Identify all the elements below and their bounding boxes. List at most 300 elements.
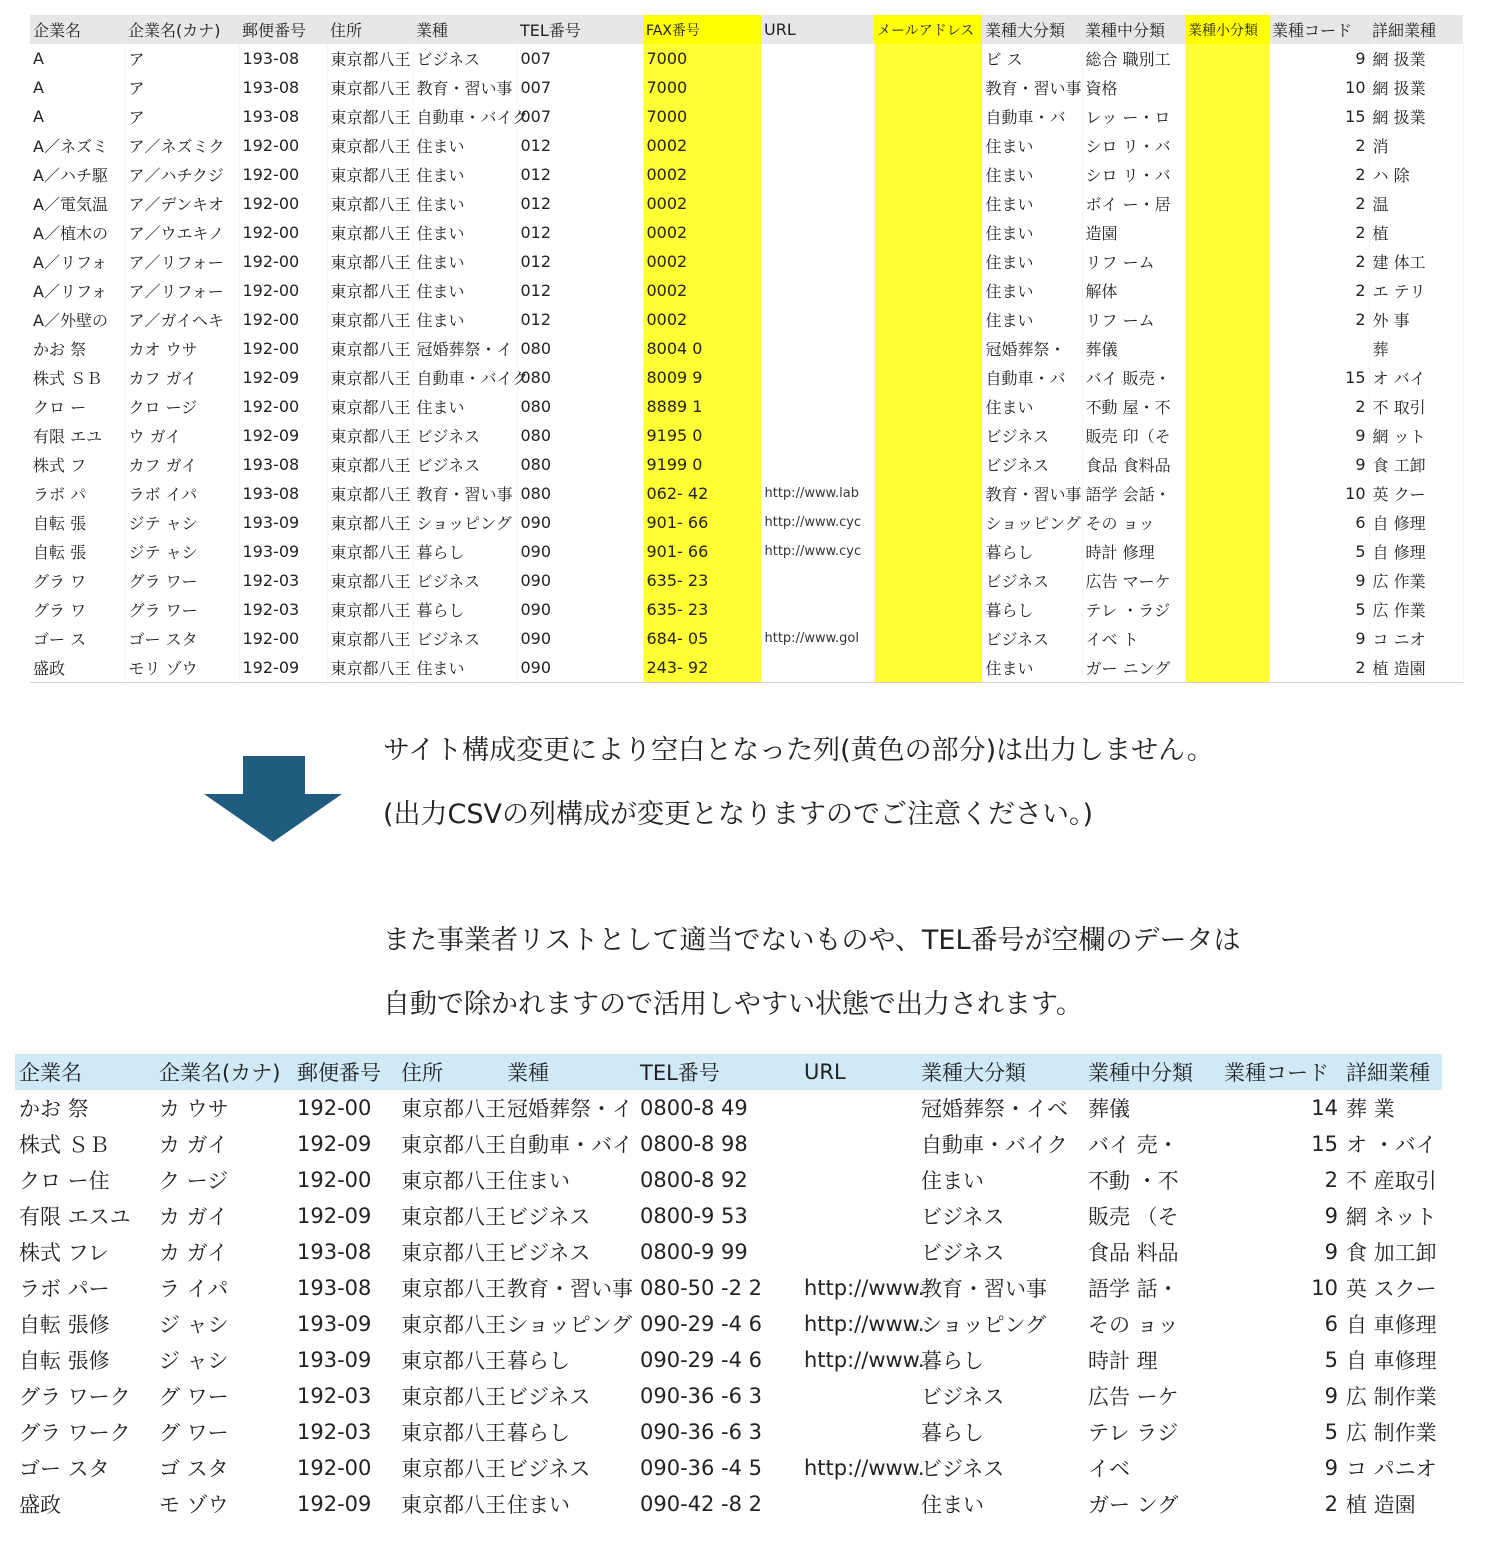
table-row <box>30 247 1463 276</box>
table-cell: 不動 ・不 <box>1088 1169 1179 1193</box>
table-cell <box>761 131 874 160</box>
table-cell: 住まい <box>507 1493 570 1517</box>
table-cell: 0002 <box>643 247 761 276</box>
table-cell: 東京都八王 <box>401 1421 506 1445</box>
column-header: 業種コード <box>1220 1054 1342 1090</box>
table-cell: 東京都八王 <box>327 392 413 421</box>
table-cell <box>874 102 982 131</box>
table-cell <box>874 44 982 73</box>
table-cell <box>1185 508 1269 537</box>
table-cell: 有限 エスユ <box>19 1205 131 1229</box>
table-cell: 東京都八王 <box>327 508 413 537</box>
table-cell: 192-00 <box>239 160 327 189</box>
table-row <box>15 1270 1442 1306</box>
table-cell: 有限 エユ <box>30 421 125 450</box>
after-table <box>15 1054 1442 1522</box>
table-cell: シロ リ・バ <box>1082 131 1185 160</box>
table-cell: 7000 <box>643 73 761 102</box>
column-header: 業種 <box>503 1054 636 1090</box>
table-cell: 自動車・バイク <box>921 1133 1068 1157</box>
table-cell: 自動車・バイ <box>507 1133 633 1157</box>
table-cell: 9199 0 <box>643 450 761 479</box>
table-cell: バイ 販売・ <box>1082 363 1185 392</box>
column-header: 業種 <box>413 15 517 44</box>
table-cell: 2 <box>1269 653 1369 683</box>
table-cell: グラ ワー <box>125 595 239 624</box>
table-cell: ア／デンキオ <box>125 189 239 218</box>
table-cell: 6 <box>1324 1312 1338 1336</box>
table-cell: グラ ワーク <box>19 1385 131 1409</box>
table-cell <box>1185 537 1269 566</box>
column-header: 詳細業種 <box>1369 15 1463 44</box>
table-row <box>15 1234 1442 1270</box>
table-cell: 販売 印（そ <box>1082 421 1185 450</box>
table-cell: 0800-8 92 <box>640 1168 748 1192</box>
table-row <box>30 44 1463 73</box>
table-cell: ア <box>125 73 239 102</box>
table-cell <box>1185 218 1269 247</box>
table-cell: 080 <box>517 421 643 450</box>
table-cell: 網 扱業 <box>1369 44 1463 73</box>
table-cell: モリ ゾウ <box>125 653 239 683</box>
table-cell <box>874 334 982 363</box>
table-cell: 007 <box>517 44 643 73</box>
table-cell: 東京都八王 <box>327 73 413 102</box>
table-cell <box>874 131 982 160</box>
table-cell: ビジネス <box>982 450 1082 479</box>
table-cell: 10 <box>1269 479 1369 508</box>
table-cell: 15 <box>1311 1132 1338 1156</box>
table-cell: A／電気温 <box>30 189 125 218</box>
table-cell: 販売 （そ <box>1088 1205 1179 1229</box>
table-cell: 2 <box>1269 392 1369 421</box>
table-cell: 193-08 <box>297 1240 372 1264</box>
table-cell: 東京都八王 <box>327 537 413 566</box>
table-cell: 0800-9 53 <box>640 1204 748 1228</box>
table-cell <box>874 218 982 247</box>
table-cell: 192-03 <box>297 1384 372 1408</box>
table-cell: ビジネス <box>507 1205 591 1229</box>
table-cell: 9 <box>1269 44 1369 73</box>
note-line-4: 自動で除かれますので活用しやすい状態で出力されます。 <box>383 989 1083 1020</box>
table-cell: 080 <box>517 479 643 508</box>
table-row <box>30 508 1463 537</box>
table-cell: 東京都八王 <box>327 479 413 508</box>
table-cell: 造園 <box>1082 218 1185 247</box>
table-cell: カ ガイ <box>159 1241 229 1265</box>
table-cell: 温 <box>1369 189 1463 218</box>
table-cell: レッ ー・ロ <box>1082 102 1185 131</box>
table-cell <box>1185 102 1269 131</box>
table-cell <box>761 102 874 131</box>
table-cell: http://www. <box>804 1348 925 1372</box>
column-header: メールアドレス <box>874 15 982 44</box>
table-cell: 193-09 <box>297 1312 372 1336</box>
table-cell: 時計 修理 <box>1082 537 1185 566</box>
table-row <box>15 1342 1442 1378</box>
table-cell: ア／ネズミク <box>125 131 239 160</box>
table-cell: ショッピング <box>413 508 517 537</box>
table-cell <box>874 537 982 566</box>
table-cell: 東京都八王 <box>401 1277 506 1301</box>
table-cell: http://www. <box>804 1456 925 1480</box>
table-cell: シロ リ・バ <box>1082 160 1185 189</box>
table-cell: ゴー ス <box>30 624 125 653</box>
table-cell: A <box>30 73 125 102</box>
table-cell <box>800 1486 917 1522</box>
table-cell: 暮らし <box>507 1349 570 1373</box>
table-cell: 012 <box>517 247 643 276</box>
table-cell: 192-03 <box>239 595 327 624</box>
table-cell: 9 <box>1324 1456 1338 1480</box>
table-cell: 2 <box>1269 276 1369 305</box>
table-cell: 東京都八王 <box>327 218 413 247</box>
table-cell <box>1185 305 1269 334</box>
table-cell: 自転 張 <box>30 537 125 566</box>
column-header: 業種小分類 <box>1185 15 1269 44</box>
table-cell: ビジネス <box>982 624 1082 653</box>
table-cell: 192-00 <box>239 218 327 247</box>
table-cell <box>761 73 874 102</box>
table-cell: ボイ ー・居 <box>1082 189 1185 218</box>
table-cell: ア／ガイヘキ <box>125 305 239 334</box>
table-cell: http://www.cyc <box>761 508 874 537</box>
table-cell: ア <box>125 44 239 73</box>
table-cell <box>874 450 982 479</box>
table-cell: 住まい <box>982 247 1082 276</box>
table-cell: 7000 <box>643 102 761 131</box>
table-cell: 012 <box>517 276 643 305</box>
table-row <box>30 624 1463 653</box>
table-cell: ジ ャシ <box>159 1349 229 1373</box>
table-cell <box>800 1090 917 1126</box>
table-cell: 冠婚葬祭・イ <box>507 1097 633 1121</box>
table-cell: 635- 23 <box>643 595 761 624</box>
table-cell: 192-09 <box>297 1492 372 1516</box>
table-cell: 広 制作業 <box>1346 1385 1437 1409</box>
table-cell: 東京都八王 <box>327 363 413 392</box>
table-cell: 2 <box>1269 247 1369 276</box>
table-cell <box>761 218 874 247</box>
table-cell: 東京都八王 <box>327 653 413 683</box>
table-row <box>30 276 1463 305</box>
table-cell <box>761 189 874 218</box>
table-cell: ガー ング <box>1088 1493 1179 1517</box>
table-cell <box>874 392 982 421</box>
table-cell: 食品 食料品 <box>1082 450 1185 479</box>
table-cell: 8009 9 <box>643 363 761 392</box>
table-row <box>30 363 1463 392</box>
table-row <box>15 1306 1442 1342</box>
table-cell: 5 <box>1324 1348 1338 1372</box>
table-cell: バイ 売・ <box>1088 1133 1179 1157</box>
table-cell: 網 ット <box>1369 421 1463 450</box>
table-cell <box>800 1414 917 1450</box>
column-header: 企業名 <box>30 15 125 44</box>
table-cell: 2 <box>1269 218 1369 247</box>
table-cell: 10 <box>1311 1276 1338 1300</box>
table-cell <box>1185 334 1269 363</box>
table-cell: 193-08 <box>297 1276 372 1300</box>
table-cell: ビジネス <box>982 566 1082 595</box>
table-cell: 東京都八王 <box>327 624 413 653</box>
table-cell: 暮らし <box>413 537 517 566</box>
table-cell: 教育・習い事 <box>982 479 1082 508</box>
table-cell: 消 <box>1369 131 1463 160</box>
table-cell <box>1185 247 1269 276</box>
table-cell: http://www. <box>804 1312 925 1336</box>
table-cell: その ョッ <box>1082 508 1185 537</box>
table-cell: ラボ パ <box>30 479 125 508</box>
table-cell: 冠婚葬祭・ <box>982 334 1082 363</box>
table-cell: ビジネス <box>921 1385 1005 1409</box>
table-cell: 090-36 -4 5 <box>640 1456 763 1480</box>
table-cell: ラ イパ <box>159 1277 229 1301</box>
table-cell: 9 <box>1269 566 1369 595</box>
before-table <box>30 15 1464 683</box>
table-cell: 193-09 <box>239 508 327 537</box>
table-cell: 暮らし <box>921 1421 984 1445</box>
table-cell: 東京都八王 <box>401 1133 506 1157</box>
table-cell: ゴ スタ <box>159 1457 229 1481</box>
table-cell: 葬儀 <box>1088 1097 1130 1121</box>
table-cell <box>1185 44 1269 73</box>
table-cell <box>1185 363 1269 392</box>
table-cell: 090-29 -4 6 <box>640 1348 763 1372</box>
table-cell: ラボ パー <box>19 1277 110 1301</box>
table-row <box>15 1162 1442 1198</box>
table-cell: 5 <box>1269 537 1369 566</box>
table-cell: 東京都八王 <box>327 160 413 189</box>
table-cell: 7000 <box>643 44 761 73</box>
table-cell: A／リフォ <box>30 247 125 276</box>
column-header: 郵便番号 <box>239 15 327 44</box>
table-cell <box>761 566 874 595</box>
table-cell: ク ージ <box>159 1169 229 1193</box>
table-cell: 住まい <box>982 276 1082 305</box>
table-cell: 192-09 <box>297 1204 372 1228</box>
table-cell: 東京都八王 <box>401 1493 506 1517</box>
table-cell: 語学 話・ <box>1088 1277 1179 1301</box>
table-cell: 不動 屋・不 <box>1082 392 1185 421</box>
table-cell: 教育・習い事 <box>413 73 517 102</box>
table-cell: 243- 92 <box>643 653 761 683</box>
table-cell: 090-29 -4 6 <box>640 1312 763 1336</box>
column-header: 業種コード <box>1269 15 1369 44</box>
table-cell <box>761 276 874 305</box>
table-cell: 自 車修理 <box>1346 1349 1437 1373</box>
table-cell: ジ ャシ <box>159 1313 229 1337</box>
table-cell: 192-03 <box>239 566 327 595</box>
table-cell <box>761 392 874 421</box>
table-row <box>15 1450 1442 1486</box>
table-cell: 自動車・バイク <box>413 363 517 392</box>
column-header: URL <box>761 15 874 44</box>
table-cell: 教育・習い事 <box>413 479 517 508</box>
before-header-row <box>30 15 1463 44</box>
table-cell: ジテ ャシ <box>125 537 239 566</box>
table-cell: 住まい <box>413 160 517 189</box>
table-cell: ア／リフォー <box>125 247 239 276</box>
table-cell <box>800 1378 917 1414</box>
table-cell: 網 扱業 <box>1369 73 1463 102</box>
table-row <box>30 595 1463 624</box>
table-cell: 教育・習い事 <box>921 1277 1047 1301</box>
table-cell: 901- 66 <box>643 537 761 566</box>
table-cell: 0002 <box>643 189 761 218</box>
after-header-row <box>15 1054 1442 1090</box>
table-cell <box>800 1234 917 1270</box>
column-header: 住所 <box>397 1054 503 1090</box>
table-cell <box>1185 276 1269 305</box>
table-row <box>30 218 1463 247</box>
table-cell: カフ ガイ <box>125 363 239 392</box>
table-cell: 9195 0 <box>643 421 761 450</box>
table-cell: 東京都八王 <box>327 305 413 334</box>
table-cell <box>800 1162 917 1198</box>
table-cell: 2 <box>1269 305 1369 334</box>
table-cell: ア／リフォー <box>125 276 239 305</box>
table-cell: 192-09 <box>297 1132 372 1156</box>
table-cell: 0800-8 98 <box>640 1132 748 1156</box>
table-cell: グラ ワー <box>125 566 239 595</box>
table-cell: 192-09 <box>239 363 327 392</box>
table-row <box>30 566 1463 595</box>
table-cell: 暮らし <box>982 595 1082 624</box>
table-cell: ビジネス <box>413 450 517 479</box>
table-cell: 635- 23 <box>643 566 761 595</box>
table-cell: 2 <box>1269 160 1369 189</box>
table-cell: ガー ニング <box>1082 653 1185 683</box>
table-cell: 2 <box>1269 131 1369 160</box>
table-cell: 自 修理 <box>1369 508 1463 537</box>
table-cell: 語学 会話・ <box>1082 479 1185 508</box>
table-cell: 広 作業 <box>1369 566 1463 595</box>
table-cell: 自転 張修 <box>19 1313 110 1337</box>
table-cell: クロ ージ <box>125 392 239 421</box>
table-cell: ア <box>125 102 239 131</box>
table-cell <box>800 1126 917 1162</box>
table-cell: 住まい <box>982 392 1082 421</box>
table-cell: 012 <box>517 131 643 160</box>
table-cell: 広告 マーケ <box>1082 566 1185 595</box>
table-cell: テレ ・ラジ <box>1082 595 1185 624</box>
table-row <box>30 102 1463 131</box>
table-cell: 食 加工卸 <box>1346 1241 1437 1265</box>
table-cell <box>874 479 982 508</box>
table-cell: 植 <box>1369 218 1463 247</box>
table-cell: かお 祭 <box>19 1097 89 1121</box>
table-cell: 5 <box>1324 1420 1338 1444</box>
table-cell: カ ウサ <box>159 1097 229 1121</box>
table-cell: http://www.lab <box>761 479 874 508</box>
table-cell: ビ ス <box>982 44 1082 73</box>
table-cell <box>1185 653 1269 683</box>
table-cell: グ ワー <box>159 1421 229 1445</box>
table-cell: リフ ーム <box>1082 305 1185 334</box>
table-row <box>30 73 1463 102</box>
column-header: 企業名(カナ) <box>125 15 239 44</box>
table-cell <box>874 508 982 537</box>
table-cell: 9 <box>1269 450 1369 479</box>
table-cell: ゴー スタ <box>19 1457 110 1481</box>
table-cell: 住まい <box>413 131 517 160</box>
table-cell: 東京都八王 <box>327 44 413 73</box>
table-cell: 012 <box>517 305 643 334</box>
table-cell: 葬 業 <box>1346 1097 1395 1121</box>
table-cell <box>874 624 982 653</box>
table-cell: 自動車・バイク <box>413 102 517 131</box>
table-cell: 2 <box>1324 1168 1338 1192</box>
table-cell: 住まい <box>921 1493 984 1517</box>
table-cell: 192-00 <box>239 305 327 334</box>
table-cell: ア／ウエキノ <box>125 218 239 247</box>
column-header: 企業名 <box>15 1054 155 1090</box>
table-cell: 住まい <box>982 305 1082 334</box>
table-cell: モ ゾウ <box>159 1493 229 1517</box>
table-cell: 901- 66 <box>643 508 761 537</box>
column-header: FAX番号 <box>643 15 761 44</box>
table-cell <box>874 160 982 189</box>
table-cell <box>1269 334 1369 363</box>
table-cell: 192-00 <box>239 276 327 305</box>
table-cell: 自 車修理 <box>1346 1313 1437 1337</box>
table-cell: 自動車・バ <box>982 363 1082 392</box>
table-cell: 暮らし <box>413 595 517 624</box>
table-cell: 住まい <box>413 247 517 276</box>
table-cell: ビジネス <box>982 421 1082 450</box>
table-cell: 葬 <box>1369 334 1463 363</box>
table-cell: 住まい <box>413 189 517 218</box>
table-cell: カ ガイ <box>159 1133 229 1157</box>
table-cell: A <box>30 102 125 131</box>
table-cell <box>761 363 874 392</box>
table-cell: A <box>30 44 125 73</box>
table-cell: 9 <box>1269 624 1369 653</box>
table-cell: クロ ー住 <box>19 1169 110 1193</box>
table-cell: 192-09 <box>239 653 327 683</box>
table-cell <box>1185 392 1269 421</box>
table-cell <box>874 595 982 624</box>
table-cell: イベ ト <box>1082 624 1185 653</box>
table-cell <box>1185 624 1269 653</box>
table-cell: 東京都八王 <box>327 189 413 218</box>
table-cell <box>761 305 874 334</box>
table-cell: 東京都八王 <box>327 566 413 595</box>
table-cell: クロ ー <box>30 392 125 421</box>
table-cell: 0002 <box>643 160 761 189</box>
table-cell: 自転 張修 <box>19 1349 110 1373</box>
table-row <box>15 1486 1442 1522</box>
column-header: 業種大分類 <box>917 1054 1084 1090</box>
table-cell: 住まい <box>413 653 517 683</box>
table-row <box>30 653 1463 683</box>
table-cell: グラ ワーク <box>19 1421 131 1445</box>
table-cell: 0800-9 99 <box>640 1240 748 1264</box>
table-row <box>15 1414 1442 1450</box>
note-line-2: (出力CSVの列構成が変更となりますのでご注意ください。) <box>383 799 1094 830</box>
table-cell: 192-00 <box>297 1456 372 1480</box>
table-cell: コ パニオ <box>1346 1457 1437 1481</box>
table-cell <box>1185 131 1269 160</box>
table-cell: 8004 0 <box>643 334 761 363</box>
table-cell: 株式 フ <box>30 450 125 479</box>
table-row <box>15 1126 1442 1162</box>
table-cell: 090 <box>517 624 643 653</box>
table-cell: ショッピング <box>982 508 1082 537</box>
table-cell: グ ワー <box>159 1385 229 1409</box>
table-cell: 0002 <box>643 276 761 305</box>
